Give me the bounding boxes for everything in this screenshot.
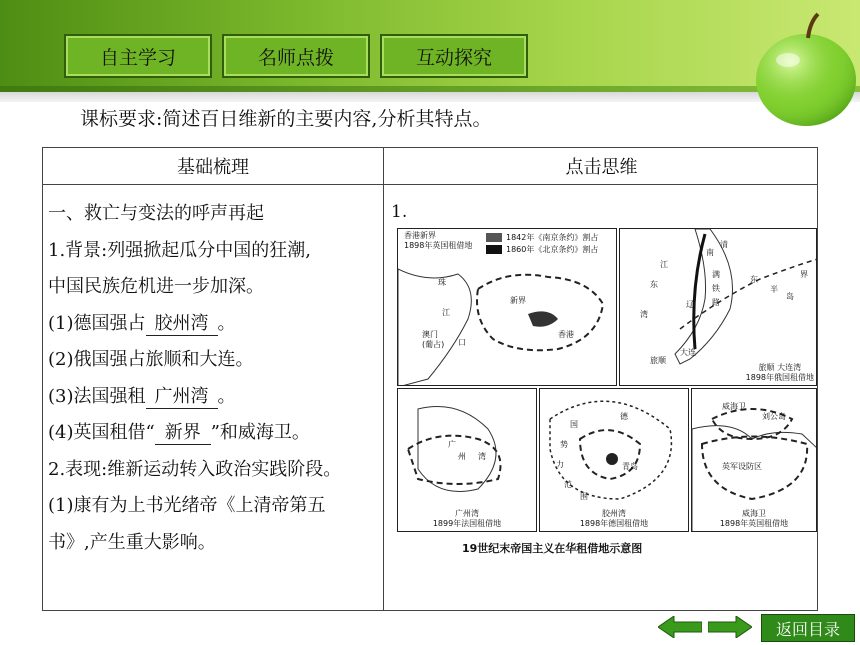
map-title: 旅顺 大连湾 (758, 363, 802, 372)
map-label: 范 (564, 480, 572, 489)
map-label: 旅顺 (650, 356, 666, 365)
map-label: 力 (556, 460, 564, 469)
map-title: 香港新界 (404, 231, 436, 240)
map-subtitle: 1898年英国租借地 (719, 519, 789, 528)
text-line: (1)康有为上书光绪帝《上清帝第五 (48, 495, 326, 516)
header-divider (43, 184, 817, 185)
map-label: 势 (560, 440, 568, 449)
text-line: 2.表现:维新运动转入政治实践阶段。 (48, 458, 342, 480)
text-segment: (3)法国强租 (48, 385, 146, 407)
map-caption: 19世纪末帝国主义在华租借地示意图 (462, 542, 643, 555)
map-label: (葡占) (422, 340, 445, 349)
back-to-contents-button[interactable]: 返回目录 (761, 614, 855, 642)
map-label: 东 (750, 275, 758, 284)
map-label: 铁 (712, 284, 720, 293)
map-label: 德 (620, 412, 628, 421)
tab-teacher-tips[interactable]: 名师点拨 (222, 34, 370, 78)
map-label: 清 (720, 240, 728, 249)
map-label: 大连 (680, 348, 696, 357)
content-table (42, 147, 818, 611)
map-label: 东 (650, 280, 658, 289)
map-label: 岛 (786, 292, 794, 301)
leased-territories-map (397, 228, 817, 558)
text-line: 中国民族危机进一步加深。 (48, 276, 264, 297)
map-label: 青岛 (622, 462, 638, 471)
text-line: (2)俄国强占旅顺和大连。 (48, 349, 254, 370)
text-segment: 。 (217, 385, 236, 407)
map-label: 威海卫 (722, 402, 746, 411)
map-label: 广 (448, 440, 456, 449)
item-number: 1. (391, 202, 408, 222)
map-title: 威海卫 (742, 509, 766, 518)
tab-self-study[interactable]: 自主学习 (64, 34, 212, 78)
map-label: 辽 (686, 300, 694, 309)
map-label: 香港 (558, 330, 574, 339)
text-segment: ”和威海卫。 (210, 422, 310, 443)
prev-arrow-icon[interactable] (658, 616, 702, 638)
answer-blank-xinjie[interactable]: 新界 (155, 422, 211, 445)
map-label: 南 (706, 248, 714, 257)
text-segment: (1)德国强占 (48, 312, 146, 334)
map-label: 湾 (478, 452, 486, 461)
map-label: 口 (458, 338, 466, 347)
map-label: 州 (458, 452, 466, 461)
map-label: 国 (570, 420, 578, 429)
answer-blank-guangzhou[interactable]: 广州湾 (146, 386, 218, 409)
column-divider (383, 148, 384, 610)
map-label: 围 (580, 492, 588, 501)
basic-review-content (48, 196, 383, 561)
course-requirement: 课标要求:简述百日维新的主要内容,分析其特点。 (80, 108, 492, 130)
text-line (48, 379, 383, 416)
map-lushun-dalian (619, 228, 817, 386)
legend-entry: 1842年《南京条约》割占 (506, 233, 599, 242)
legend-entry: 1860年《北京条约》割占 (506, 245, 599, 254)
map-label: 新界 (510, 296, 526, 305)
map-label: 湾 (640, 310, 648, 319)
map-title: 广州湾 (455, 509, 479, 518)
map-label: 半 (770, 285, 778, 294)
map-label: 满 (712, 270, 720, 279)
map-label: 界 (800, 270, 808, 279)
text-line: 书》,产生重大影响。 (48, 531, 216, 553)
text-line (48, 415, 383, 452)
basic-review-header: 基础梳理 (177, 157, 249, 178)
map-subtitle: 1898年德国租借地 (579, 519, 649, 528)
text-line: 一、救亡与变法的呼声再起 (48, 203, 264, 224)
map-subtitle: 1899年法国租借地 (432, 519, 502, 528)
map-subtitle: 1898年俄国租借地 (745, 373, 814, 382)
map-guangzhou-bay (397, 388, 537, 532)
map-label: 路 (712, 298, 720, 307)
text-line (48, 306, 383, 343)
answer-blank-jiaozhou[interactable]: 胶州湾 (146, 313, 218, 336)
apple-icon (748, 8, 860, 130)
text-line: 1.背景:列强掀起瓜分中国的狂潮, (48, 239, 311, 261)
tab-interactive-inquiry[interactable]: 互动探究 (380, 34, 528, 78)
map-label: 刘公岛 (762, 412, 786, 421)
map-label: 珠 (438, 278, 446, 287)
header-shadow (0, 92, 860, 102)
text-segment: (4)英国租借“ (48, 422, 155, 443)
click-thinking-header: 点击思维 (565, 157, 638, 178)
map-label: 英军设防区 (722, 462, 762, 471)
map-label: 江 (442, 308, 450, 317)
map-weihaiwei (691, 388, 817, 532)
next-arrow-icon[interactable] (708, 616, 752, 638)
map-hong-kong (397, 228, 617, 386)
map-label: 江 (660, 260, 668, 269)
map-jiaozhou-bay (539, 388, 689, 532)
map-subtitle: 1898年英国租借地 (404, 241, 473, 250)
map-title: 胶州湾 (602, 509, 626, 518)
map-label: 澳门 (422, 330, 438, 339)
text-segment: 。 (217, 312, 236, 334)
